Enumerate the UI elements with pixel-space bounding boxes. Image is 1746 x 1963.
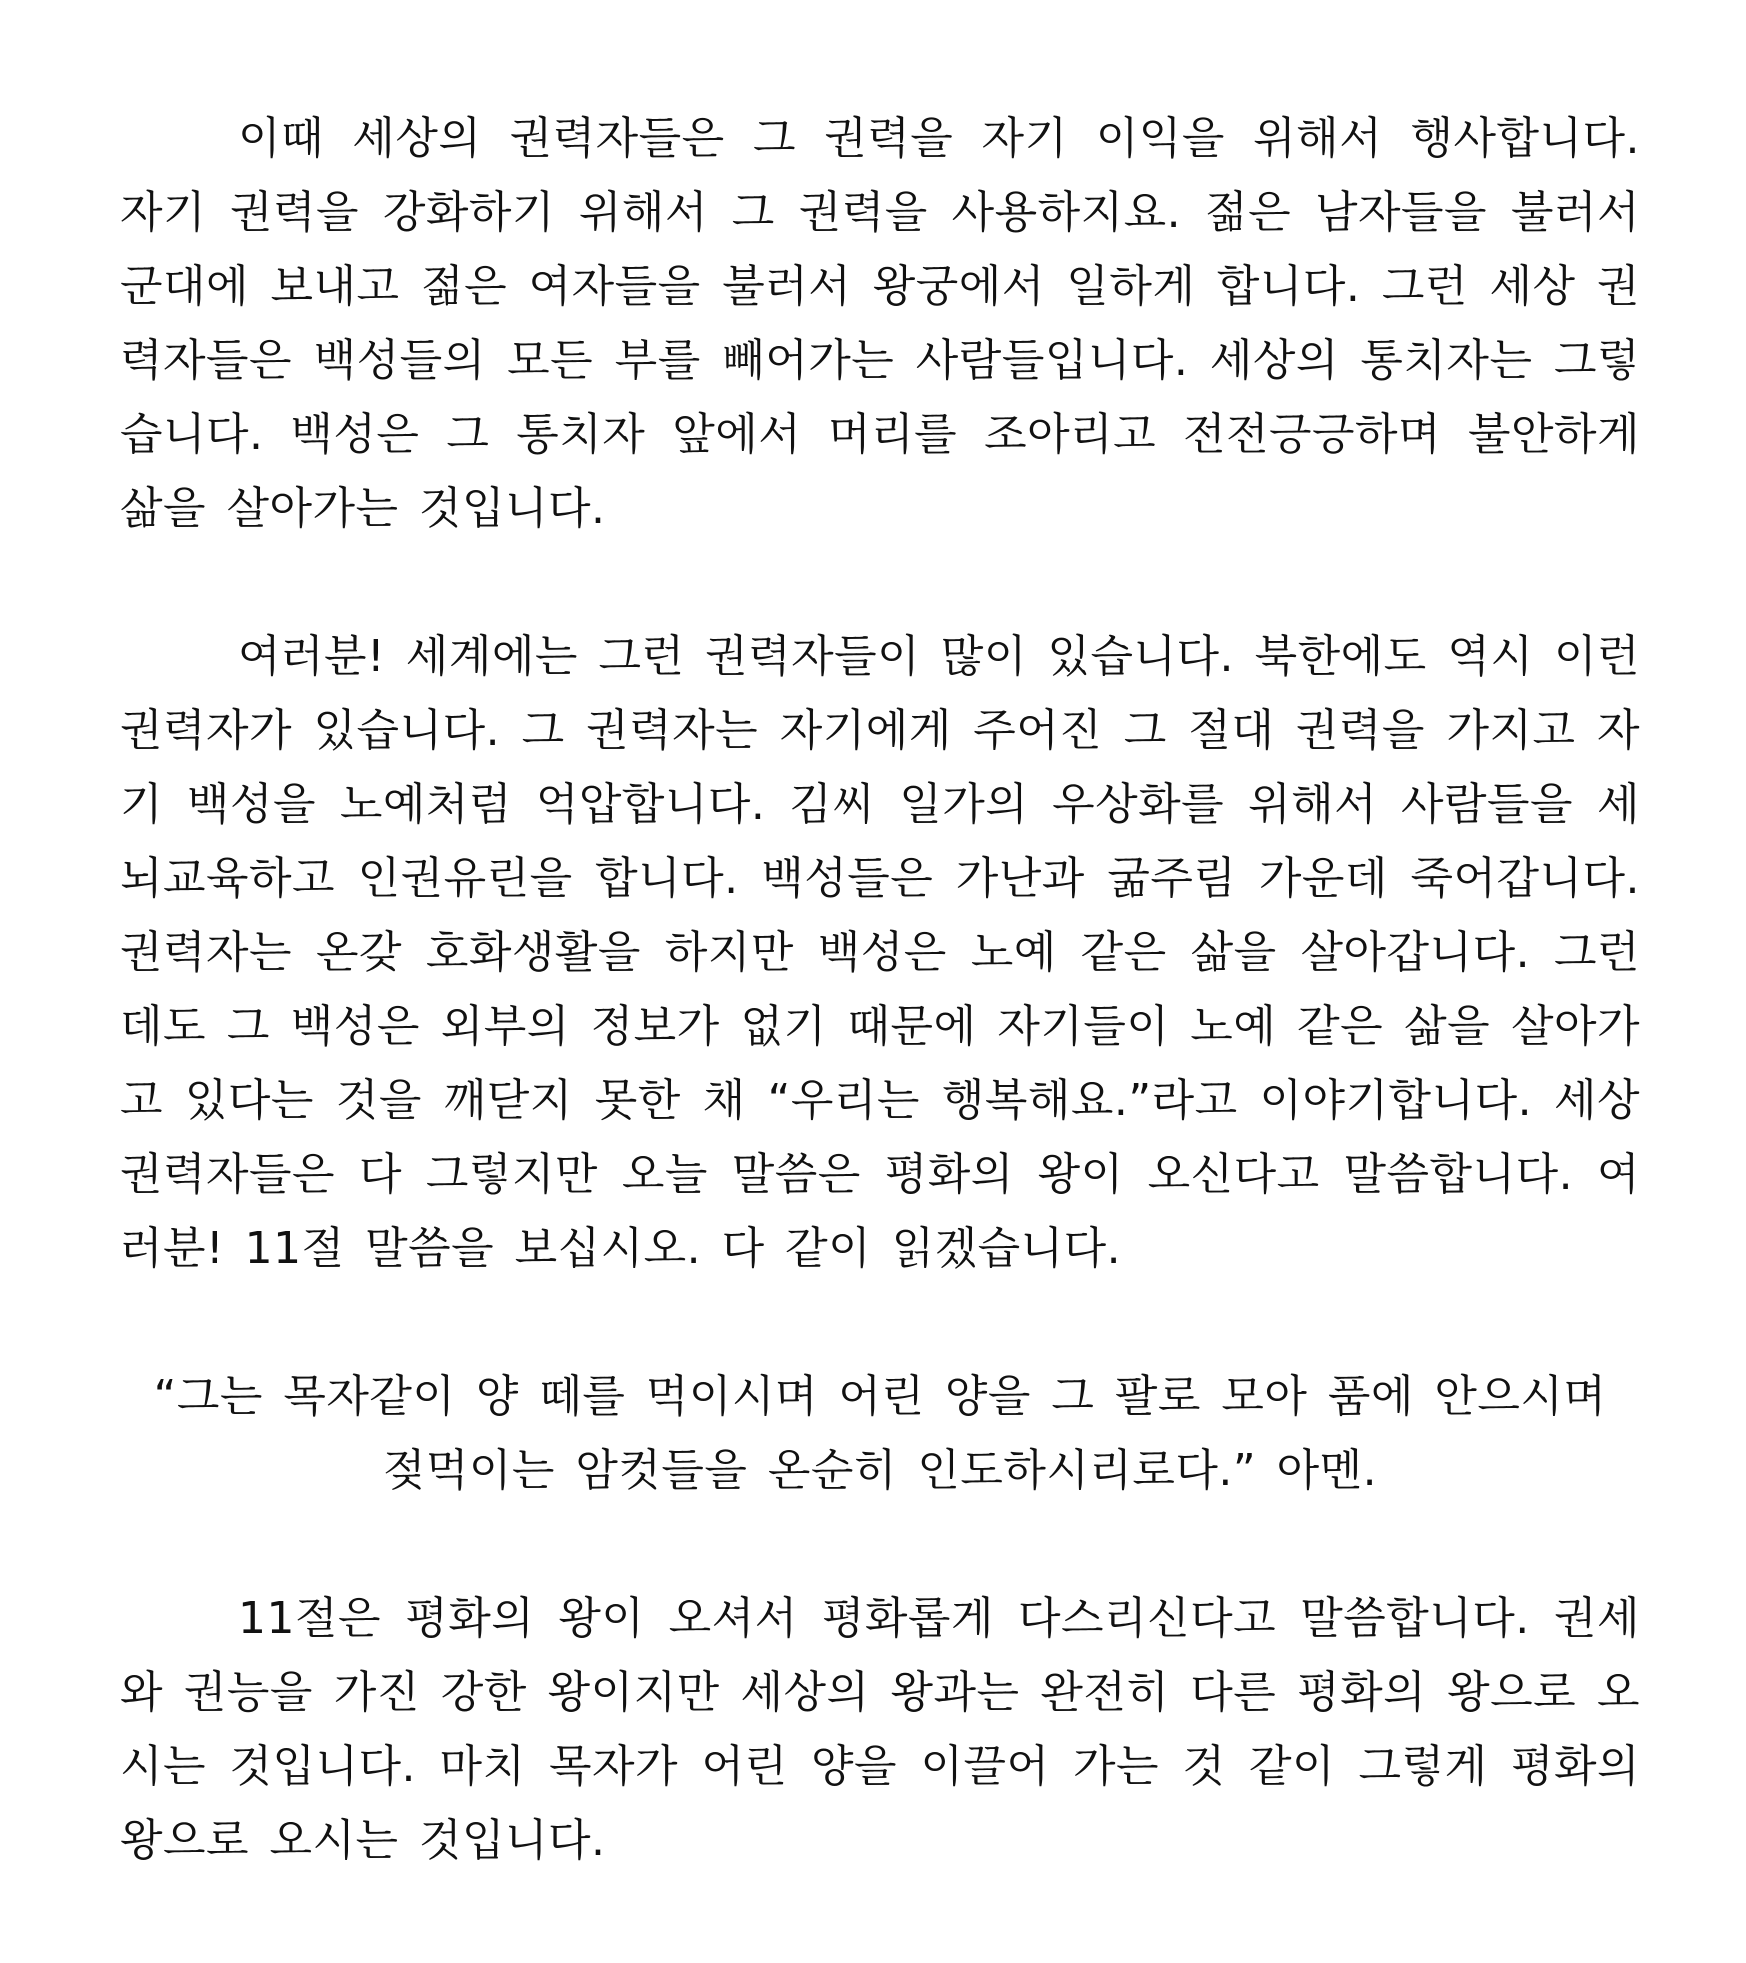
document-page [120,102,1640,1878]
paragraph-1: 이때 세상의 권력자들은 그 권력을 자기 이익을 위해서 행사합니다. 자기 권력을 강화하기 위해서 그 권력을 사용하지요. 젊은 남자들을 불러서 군대에 보내고 젊은 여자들을 불러서 왕궁에서 일하게 합니다. 그런 세상 권력자들은 백성들의 모든 부를 빼어가는 사람들입니다. 세상의 통치자는 그렇습니다. 백성은 그 통치자 앞에서 머리를 조아리고 전전긍긍하며 불안하게 삶을 살아가는 것입니다. [120,113,1640,534]
scripture-quote [120,1360,1640,1508]
scripture-quote-line-1: “그는 목자같이 양 떼를 먹이시며 어린 양을 그 팔로 모아 품에 안으시며 [153,1371,1607,1422]
paragraph-2: 여러분! 세계에는 그런 권력자들이 많이 있습니다. 북한에도 역시 이런 권력자가 있습니다. 그 권력자는 자기에게 주어진 그 절대 권력을 가지고 자기 백성을 노예처럼 억압합니다. 김씨 일가의 우상화를 위해서 사람들을 세뇌교육하고 인권유린을 합니다. 백성들은 가난과 굶주림 가운데 죽어갑니다. 권력자는 온갖 호화생활을 하지만 백성은 노예 같은 삶을 살아갑니다. 그런데도 그 백성은 외부의 정보가 없기 때문에 자기들이 노예 같은 삶을 살아가고 있다는 것을 깨닫지 못한 채 “우리는 행복해요.”라고 이야기합니다. 세상 권력자들은 다 그렇지만 오늘 말씀은 평화의 왕이 오신다고 말씀합니다. 여러분! 11절 말씀을 보십시오. 다 같이 읽겠습니다. [120,631,1640,1274]
paragraph-3: 11절은 평화의 왕이 오셔서 평화롭게 다스리신다고 말씀합니다. 권세와 권능을 가진 강한 왕이지만 세상의 왕과는 완전히 다른 평화의 왕으로 오시는 것입니다. 마치 목자가 어린 양을 이끌어 가는 것 같이 그렇게 평화의 왕으로 오시는 것입니다. [120,1593,1640,1866]
scripture-quote-line-2: 젖먹이는 암컷들을 온순히 인도하시리로다.” 아멘. [382,1445,1378,1496]
